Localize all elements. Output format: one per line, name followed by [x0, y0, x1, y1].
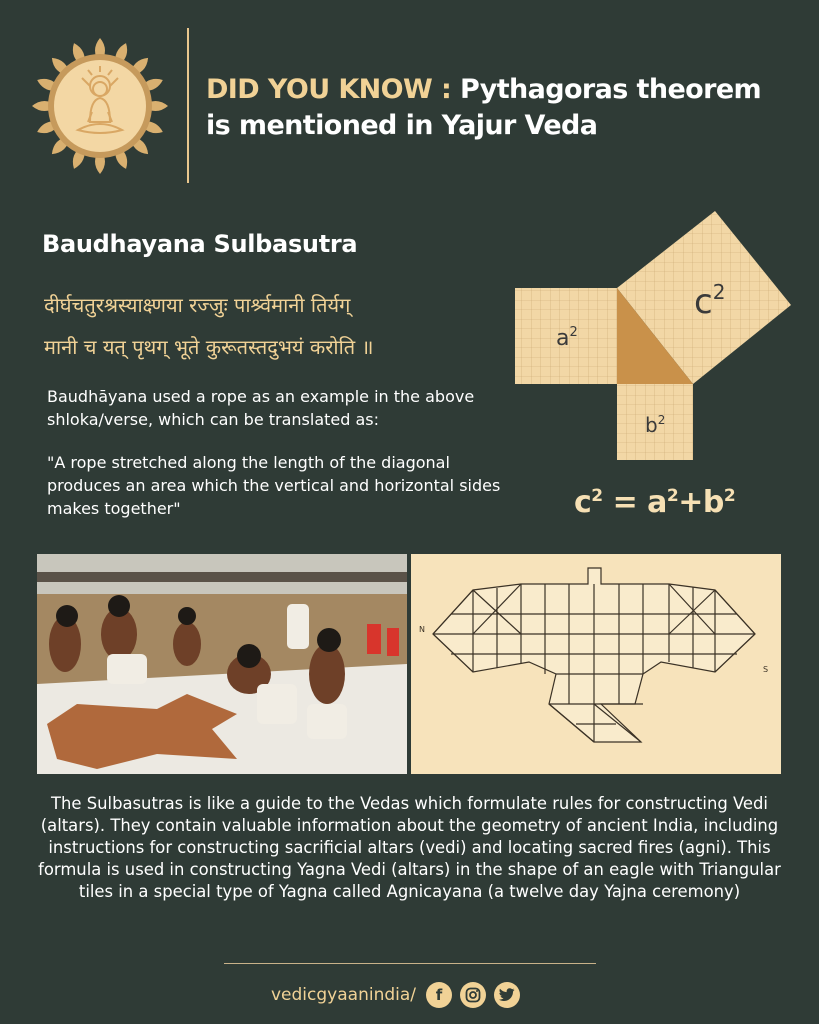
label-c-squared: $c^2$: [694, 280, 726, 322]
shloka-line-2: मानी च यत् पृथग् भूते कुरूतस्तदुभयं करोति ॥: [44, 335, 374, 359]
sanskrit-shloka: [44, 284, 504, 368]
translation-quote: "A rope stretched along the length of the diagonal produces an area which the vertical and horizontal sides makes together": [47, 453, 501, 518]
eagle-label-n: N: [419, 625, 425, 634]
did-you-know-label: DID YOU KNOW :: [206, 74, 452, 105]
pythagoras-formula: $c^2 = a^2+b^2$: [574, 485, 736, 520]
label-b-squared: $b^2$: [645, 413, 666, 437]
footer: [271, 981, 520, 1009]
twitter-icon[interactable]: [494, 982, 520, 1008]
translation-intro: Baudhāyana used a rope as an example in the above shloka/verse, which can be translated as:: [47, 387, 475, 429]
facebook-icon[interactable]: f: [426, 982, 452, 1008]
section-title: Baudhayana Sulbasutra: [42, 230, 358, 258]
page-title: [206, 72, 816, 144]
shloka-line-1: दीर्घचतुरश्रस्याक्ष्णया रज्जुः पार्श्र्वमानी तिर्यग्: [44, 293, 351, 317]
header-divider: [187, 28, 189, 183]
sulbasutra-description: The Sulbasutras is like a guide to the Vedas which formulate rules for constructing Vedi (altars). They contain valuable information about the geometry of ancient India, including instructions for constructing sacrificial altars (vedi) and locating sacred fires (agni). This formula is used in constructing Yagna Vedi (altars) in the shape of an eagle with Triangular tiles in a special type of Yagna called Agnicayana (a twelve day Yajna ceremony): [38, 794, 781, 901]
eagle-altar-diagram: [411, 554, 781, 774]
title-line-2: is mentioned in Yajur Veda: [206, 110, 598, 141]
label-a-squared: $a^2$: [556, 325, 578, 351]
instagram-icon[interactable]: [460, 982, 486, 1008]
meditating-sage-logo: [28, 34, 172, 178]
social-handle[interactable]: vedicgyaanindia/: [271, 985, 416, 1005]
pythagoras-diagram: [512, 205, 797, 467]
eagle-label-s: S: [763, 665, 769, 674]
footer-divider: [224, 963, 596, 964]
students-building-altar-photo: [37, 554, 407, 774]
title-line-1: Pythagoras theorem: [460, 74, 762, 105]
